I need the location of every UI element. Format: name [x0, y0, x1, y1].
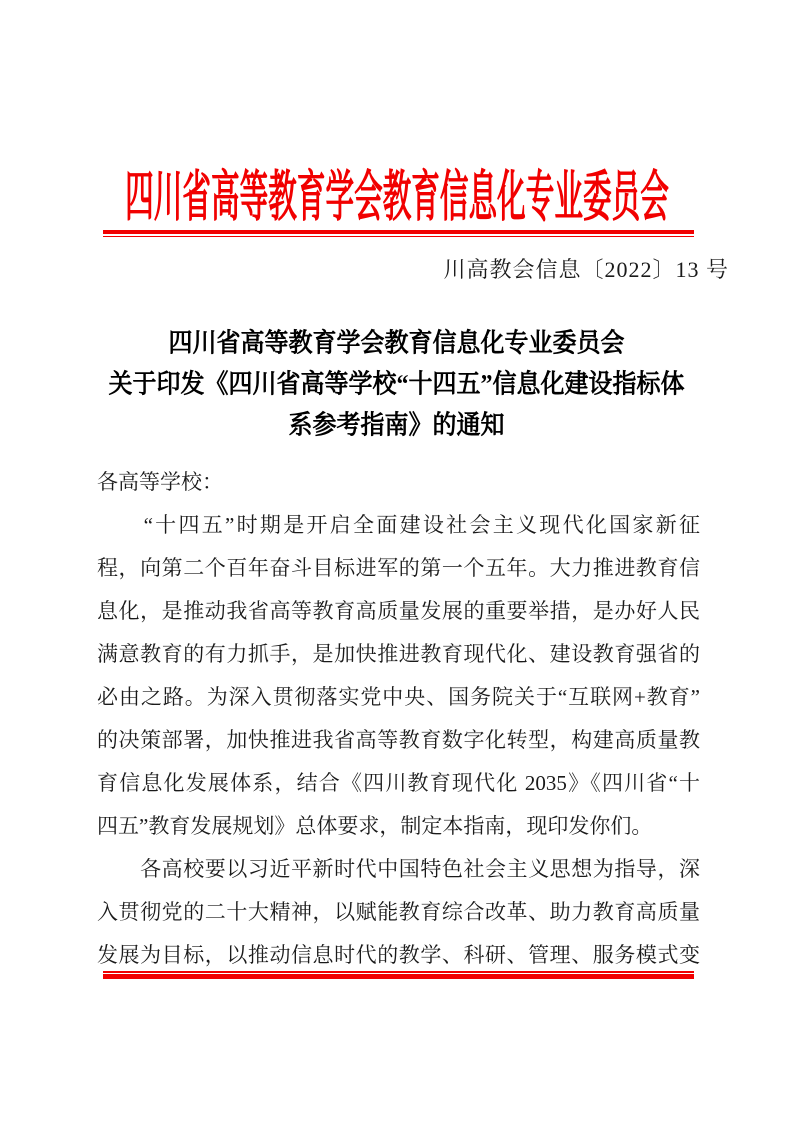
- footer-separator-line: [103, 971, 694, 979]
- body-line: 入贯彻党的二十大精神，以赋能教育综合改革、助力教育高质量: [97, 900, 700, 924]
- document-title: [56, 324, 737, 447]
- body-line: 的决策部署，加快推进我省高等教育数字化转型，构建高质量教: [97, 728, 700, 752]
- body-line: 发展为目标，以推动信息时代的教学、科研、管理、服务模式变: [97, 943, 700, 967]
- letterhead-title-text: 四川省高等教育学会教育信息化专业委员会: [124, 165, 669, 228]
- body-line: 程，向第二个百年奋斗目标进军的第一个五年。大力推进教育信: [97, 556, 700, 580]
- document-number: 川高教会信息〔2022〕13 号: [443, 257, 729, 282]
- body-line: “十四五”时期是开启全面建设社会主义现代化国家新征: [97, 513, 700, 537]
- letterhead-title: [0, 163, 793, 228]
- body-line: 各高校要以习近平新时代中国特色社会主义思想为指导，深: [97, 857, 700, 881]
- body-line: 息化，是推动我省高等教育高质量发展的重要举措，是办好人民: [97, 599, 700, 623]
- separator-thick-bar: [103, 974, 694, 979]
- body-line: 满意教育的有力抓手，是加快推进教育现代化、建设教育强省的: [97, 642, 700, 666]
- document-title-line-3: 系参考指南》的通知: [288, 411, 505, 440]
- document-title-line-2: 关于印发《四川省高等学校“十四五”信息化建设指标体: [108, 370, 685, 399]
- body-line: 必由之路。为深入贯彻落实党中央、国务院关于“互联网+教育”: [97, 685, 700, 709]
- letterhead-separator-line: [103, 230, 694, 237]
- document-title-line-1: 四川省高等教育学会教育信息化专业委员会: [168, 329, 625, 358]
- body-line: 育信息化发展体系，结合《四川教育现代化 2035》《四川省“十: [97, 771, 700, 795]
- separator-thick-bar: [103, 230, 694, 234]
- document-body: [97, 461, 700, 977]
- separator-thin-bar: [103, 236, 694, 238]
- separator-thin-bar: [103, 971, 694, 973]
- body-salutation: 各高等学校：: [97, 470, 223, 494]
- body-line: 四五”教育发展规划》总体要求，制定本指南，现印发你们。: [97, 814, 653, 838]
